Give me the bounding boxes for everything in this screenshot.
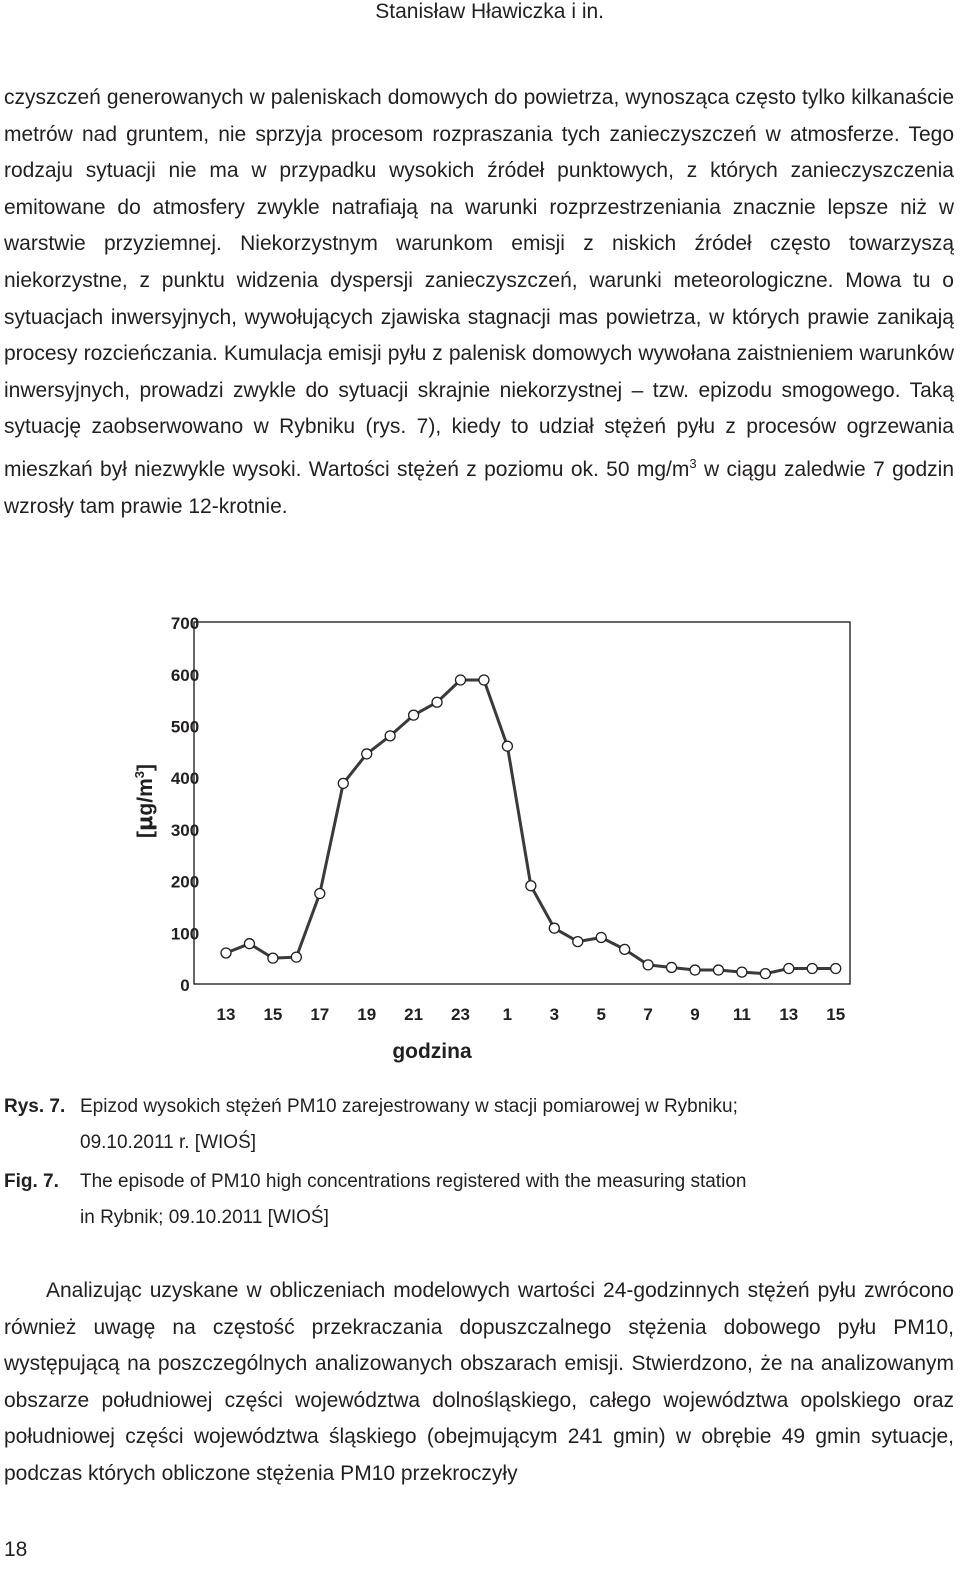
data-point [737, 967, 747, 977]
caption-en-text-2: in Rybnik; 09.10.2011 [WIOŚ] [80, 1207, 329, 1228]
y-tick-label: 700 [170, 614, 200, 634]
page-number: 18 [4, 1538, 28, 1561]
data-point [549, 923, 559, 933]
x-tick-label: 7 [643, 1005, 653, 1024]
y-tick-label: 500 [170, 717, 200, 737]
caption-pl-text-2: 09.10.2011 r. [WIOŚ] [80, 1132, 257, 1153]
data-point [315, 889, 325, 899]
data-point [596, 932, 606, 942]
data-point [479, 675, 489, 685]
x-axis-label: godzina [392, 1040, 472, 1063]
caption-pl-text: Epizod wysokich stężeń PM10 zarejestrowany w stacji pomiarowej w Rybniku; [80, 1096, 738, 1117]
data-point [667, 962, 677, 972]
x-tick-label: 23 [451, 1005, 470, 1024]
data-point [573, 937, 583, 947]
caption-pl-label: Rys. 7. [4, 1096, 66, 1117]
chart-canvas [110, 596, 870, 1076]
data-point [690, 965, 700, 975]
y-axis-label [132, 764, 157, 838]
data-point [620, 944, 630, 954]
caption-en-label: Fig. 7. [4, 1171, 59, 1192]
x-tick-label: 19 [357, 1005, 377, 1024]
data-point [502, 741, 512, 751]
data-point [362, 749, 372, 759]
x-tick-label: 15 [826, 1005, 846, 1024]
data-point [432, 697, 442, 707]
data-point [713, 965, 723, 975]
x-tick-label: 13 [216, 1005, 236, 1024]
y-tick-label: 300 [170, 820, 200, 840]
data-point [338, 778, 348, 788]
data-point [291, 952, 301, 962]
data-point [760, 969, 770, 979]
pm10-chart [110, 596, 870, 1076]
data-point [643, 960, 653, 970]
x-tick-label: 3 [549, 1005, 560, 1024]
running-header: Stanisław Hławiczka i in. [375, 0, 604, 23]
x-tick-label: 13 [779, 1005, 799, 1024]
data-point [268, 953, 278, 963]
y-tick-label: 600 [170, 665, 200, 685]
x-tick-label: 17 [310, 1005, 330, 1024]
superscript-exponent: 3 [689, 455, 697, 471]
x-tick-label: 15 [263, 1005, 283, 1024]
y-tick-label: 400 [170, 769, 200, 789]
data-point [784, 963, 794, 973]
data-point [807, 963, 817, 973]
paragraph-text-end: w ciągu zaledwie 7 godzin wzrosły tam prawie 12-krotnie. [4, 457, 954, 518]
body-paragraph-2: Analizując uzyskane w obliczeniach modelowych wartości 24-godzinnych stężeń pyłu zwrócono również uwagę na częstość przekraczania dopuszczalnego stężenia dobowego pyłu PM10, występującą na poszczególnych analizowanych obszarach emisji. Stwierdzono, że na analizowanym obszarze południowej części województwa dolnośląskiego, całego województwa opolskiego oraz południowej części województwa śląskiego (obejmującym 241 gmin) w obrębie 49 gmin sytuacje, podczas których obliczone stężenia PM10 przekroczyły [4, 1279, 954, 1485]
x-tick-label: 9 [690, 1005, 700, 1024]
data-point [244, 939, 254, 949]
caption-en-text: The episode of PM10 high concentrations registered with the measuring station [80, 1171, 747, 1192]
x-tick-label: 1 [502, 1005, 513, 1024]
data-point [526, 881, 536, 891]
y-tick-label: 200 [170, 872, 200, 892]
data-point [456, 675, 466, 685]
data-point [385, 731, 395, 741]
body-paragraph-1 [4, 80, 954, 525]
x-tick-label: 5 [596, 1005, 606, 1024]
y-tick-label: 100 [170, 924, 200, 944]
x-tick-label: 21 [404, 1005, 424, 1024]
data-point [221, 948, 231, 958]
plot-area [194, 622, 850, 984]
y-tick-label: 0 [180, 976, 190, 995]
svg-text:[μg/m3]: $[\mu g/m^3]$ [132, 763, 157, 839]
data-point [831, 963, 841, 973]
x-tick-label: 11 [732, 1005, 751, 1024]
data-point [409, 710, 419, 720]
paragraph-text: czyszczeń generowanych w paleniskach domowych do powietrza, wynosząca często tylko kilkanaście metrów nad gruntem, nie sprzyja procesom rozpraszania tych zanieczyszczeń w atmosferze. Tego rodzaju sytuacji nie ma w przypadku wysokich źródeł punktowych, z których zanieczyszczenia emitowane do atmosfery zwykle natrafiają na warunki rozprzestrzeniania znacznie lepsze niż w warstwie przyziemnej. Niekorzystnym warunkom emisji z niskich źródeł często towarzyszą niekorzystne, z punktu widzenia dyspersji zanieczyszczeń, warunki meteorologiczne. Mowa tu o sytuacjach inwersyjnych, wywołujących zjawiska stagnacji mas powietrza, w których prawie zanikają procesy rozcieńczania. Kumulacja emisji pyłu z palenisk domowych wywołana zaistnieniem warunków inwersyjnych, prowadzi zwykle do sytuacji skrajnie niekorzystnej – tzw. epizodu smogowego. Taką sytuację zaobserwowano w Rybniku (rys. 7), kiedy to udział stężeń pyłu z procesów ogrzewania mieszkań był niezwykle wysoki. Wartości stężeń z poziomu ok. 50 mg/m [4, 86, 954, 481]
